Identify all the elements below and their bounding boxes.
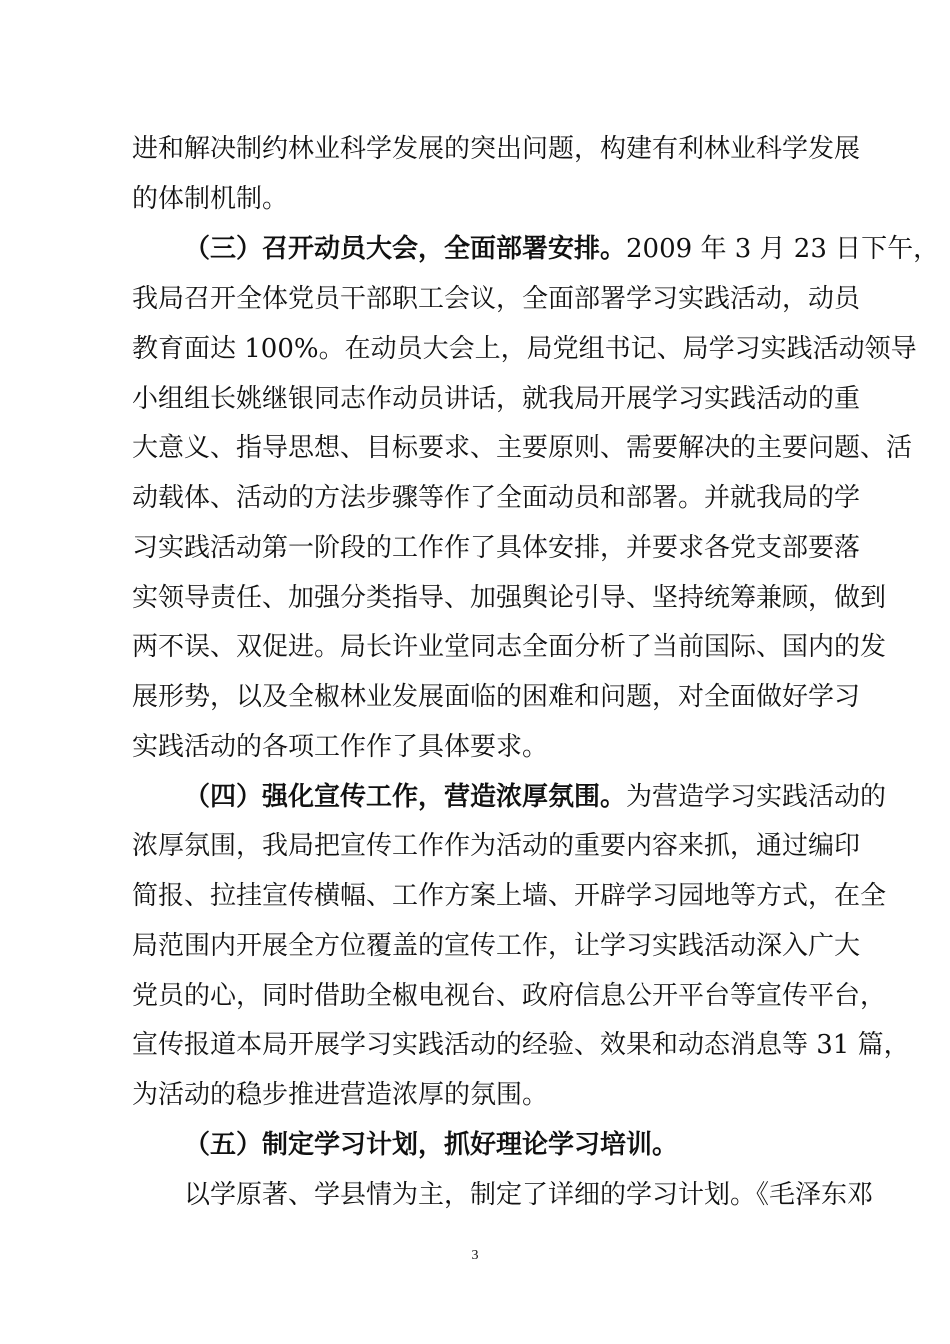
section-heading-5: （五）制定学习计划，抓好理论学习培训。 xyxy=(184,1130,679,1160)
text-line: 习实践活动第一阶段的工作作了具体安排，并要求各党支部要落 xyxy=(132,533,861,563)
text-line: 的体制机制。 xyxy=(132,184,289,214)
text-line: 简报、拉挂宣传横幅、工作方案上墙、开辟学习园地等方式，在全 xyxy=(132,881,887,911)
text-span: 为营造学习实践活动的 xyxy=(626,782,887,812)
text-line: 宣传报道本局开展学习实践活动的经验、效果和动态消息等 31 篇， xyxy=(132,1030,910,1060)
text-line: 浓厚氛围，我局把宣传工作作为活动的重要内容来抓，通过编印 xyxy=(132,831,861,861)
text-line: 教育面达 100%。在动员大会上，局党组书记、局学习实践活动领导 xyxy=(132,334,917,364)
text-line: 局范围内开展全方位覆盖的宣传工作，让学习实践活动深入广大 xyxy=(132,931,861,961)
text-line: 实领导责任、加强分类指导、加强舆论引导、坚持统筹兼顾，做到 xyxy=(132,583,887,613)
text-span: 2009 年 3 月 23 日下午， xyxy=(626,234,940,264)
text-line: 进和解决制约林业科学发展的突出问题，构建有利林业科学发展 xyxy=(132,134,861,164)
text-line: 动载体、活动的方法步骤等作了全面动员和部署。并就我局的学 xyxy=(132,483,861,513)
text-line: 为活动的稳步推进营造浓厚的氛围。 xyxy=(132,1080,549,1110)
text-line: 展形势，以及全椒林业发展面临的困难和问题，对全面做好学习 xyxy=(132,682,861,712)
text-line: 我局召开全体党员干部职工会议，全面部署学习实践活动，动员 xyxy=(132,284,861,314)
page-number: 3 xyxy=(471,1248,479,1263)
paragraph-heading-line xyxy=(184,779,887,815)
paragraph-heading-line xyxy=(184,231,940,267)
text-line: 小组组长姚继银同志作动员讲话，就我局开展学习实践活动的重 xyxy=(132,384,861,414)
text-line: 大意义、指导思想、目标要求、主要原则、需要解决的主要问题、活 xyxy=(132,433,913,463)
text-line: 党员的心，同时借助全椒电视台、政府信息公开平台等宣传平台， xyxy=(132,981,887,1011)
text-line: 实践活动的各项工作作了具体要求。 xyxy=(132,732,549,762)
text-line: 两不误、双促进。局长许业堂同志全面分析了当前国际、国内的发 xyxy=(132,632,887,662)
section-heading-4: （四）强化宣传工作，营造浓厚氛围。 xyxy=(184,782,627,812)
text-line: 以学原著、学县情为主，制定了详细的学习计划。《毛泽东邓 xyxy=(184,1180,874,1210)
section-heading-3: （三）召开动员大会，全面部署安排。 xyxy=(184,234,627,264)
